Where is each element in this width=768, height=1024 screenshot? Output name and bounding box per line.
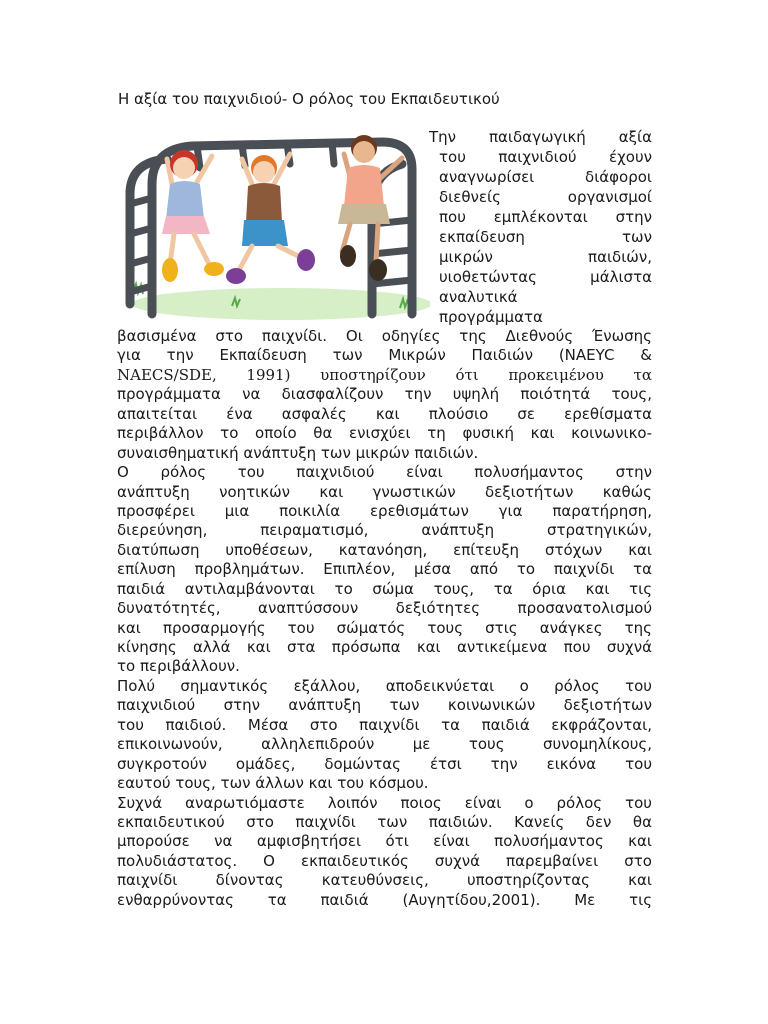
children-on-climbing-frame-illustration bbox=[112, 124, 430, 322]
text-line: κίνησης αλλά και στα πρόσωπα και αντικείμενα που συχνά bbox=[117, 638, 652, 656]
text-line: περιβάλλον το οποίο θα ενισχύει τη φυσική και κοινωνικο- bbox=[117, 424, 652, 443]
paragraph bbox=[117, 794, 652, 911]
text-line: συναισθηματική ανάπτυξη των μικρών παιδιών. bbox=[117, 443, 479, 462]
text-line: Ο ρόλος του παιχνιδιού είναι πολυσήμαντος στην bbox=[117, 463, 652, 482]
text-line: NAECS/SDE, 1991) υποστηρίζουν ότι προκειμένου τα bbox=[117, 365, 652, 384]
side-line: εκπαίδευση των bbox=[439, 228, 652, 246]
text-line: εκπαιδευτικού στο παιχνίδι των παιδιών. Κανείς δεν θα bbox=[117, 812, 652, 831]
text-line: παιχνίδι δίνοντας κατευθύνσεις, υποστηρίζοντας και bbox=[117, 871, 652, 890]
text-line: του παιδιού. Μέσα στο παιχνίδι τα παιδιά εκφράζονται, bbox=[117, 715, 652, 734]
side-text bbox=[427, 127, 652, 327]
text-line: πολυδιάστατος. Ο εκπαιδευτικός συχνά παρεμβαίνει στο bbox=[117, 851, 652, 870]
side-line: προγράμματα bbox=[439, 308, 543, 326]
text-line: παιχνιδιού στην ανάπτυξη των κοινωνικών δεξιοτήτων bbox=[117, 696, 652, 715]
paragraph bbox=[117, 677, 652, 794]
paragraph bbox=[117, 463, 652, 677]
document-body bbox=[117, 327, 652, 910]
text-line: ανάπτυξη νοητικών και γνωστικών δεξιοτήτων καθώς bbox=[117, 482, 652, 501]
side-line: Την παιδαγωγική αξία bbox=[429, 128, 652, 146]
text-line: εαυτού τους, των άλλων και του κόσμου. bbox=[117, 774, 429, 793]
text-line: βασισμένα στο παιχνίδι. Οι οδηγίες της Διεθνούς Ένωσης bbox=[117, 327, 652, 345]
text-line: Πολύ σημαντικός εξάλλου, αποδεικνύεται ο ρόλος του bbox=[117, 676, 652, 695]
text-line: απαιτείται ένα ασφαλές και πλούσιο σε ερεθίσματα bbox=[117, 404, 652, 423]
text-line: προγράμματα να διασφαλίζουν την υψηλή ποιότητά τους, bbox=[117, 385, 652, 404]
side-line: μικρών παιδιών, bbox=[439, 248, 652, 266]
document-title: Η αξία του παιχνιδιού- Ο ρόλος του Εκπαιδευτικού bbox=[118, 90, 500, 108]
text-line: επίλυση προβλημάτων. Επιπλέον, μέσα από το παιχνίδι τα bbox=[117, 560, 652, 579]
text-line: προσφέρει μια ποικιλία ερεθισμάτων για παρατήρηση, bbox=[117, 501, 652, 520]
text-line: επικοινωνούν, αλληλεπιδρούν με τους συνομηλίκους, bbox=[117, 735, 652, 754]
side-line: αναλυτικά bbox=[439, 288, 518, 306]
text-line: συγκροτούν ομάδες, δομώντας έτσι την εικόνα του bbox=[117, 754, 652, 773]
text-line: για την Εκπαίδευση των Μικρών Παιδιών (NAEYC & bbox=[117, 346, 652, 365]
text-line: μπορούσε να αμφισβητήσει ότι είναι πολυσήμαντος και bbox=[117, 832, 652, 851]
text-line: ενθαρρύνοντας τα παιδιά (Αυγητίδου,2001). Με τις bbox=[117, 890, 652, 909]
text-line: δυνατότητές, αναπτύσσουν δεξιότητες προσανατολισμού bbox=[117, 599, 652, 618]
text-line: Συχνά αναρωτιόμαστε λοιπόν ποιος είναι ο ρόλος του bbox=[117, 793, 652, 812]
text-line: και προσαρμογής του σώματός τους στις ανάγκες της bbox=[117, 618, 652, 637]
side-line: διεθνείς οργανισμοί bbox=[439, 188, 652, 206]
text-line: διερεύνηση, πειραματισμό, ανάπτυξη στρατηγικών, bbox=[117, 521, 652, 540]
text-line: διατύπωση υποθέσεων, κατανόηση, επίτευξη στόχων και bbox=[117, 540, 652, 559]
text-line: το περιβάλλουν. bbox=[117, 657, 240, 676]
paragraph bbox=[117, 327, 652, 463]
side-line: που εμπλέκονται στην bbox=[439, 208, 652, 226]
text-line: παιδιά αντιλαμβάνονται το σώμα τους, τα όρια και τις bbox=[117, 579, 652, 598]
side-line: αναγνωρίσει διάφοροι bbox=[439, 168, 652, 186]
side-line: υιοθετώντας μάλιστα bbox=[439, 268, 652, 286]
side-line: του παιχνιδιού έχουν bbox=[439, 148, 652, 166]
